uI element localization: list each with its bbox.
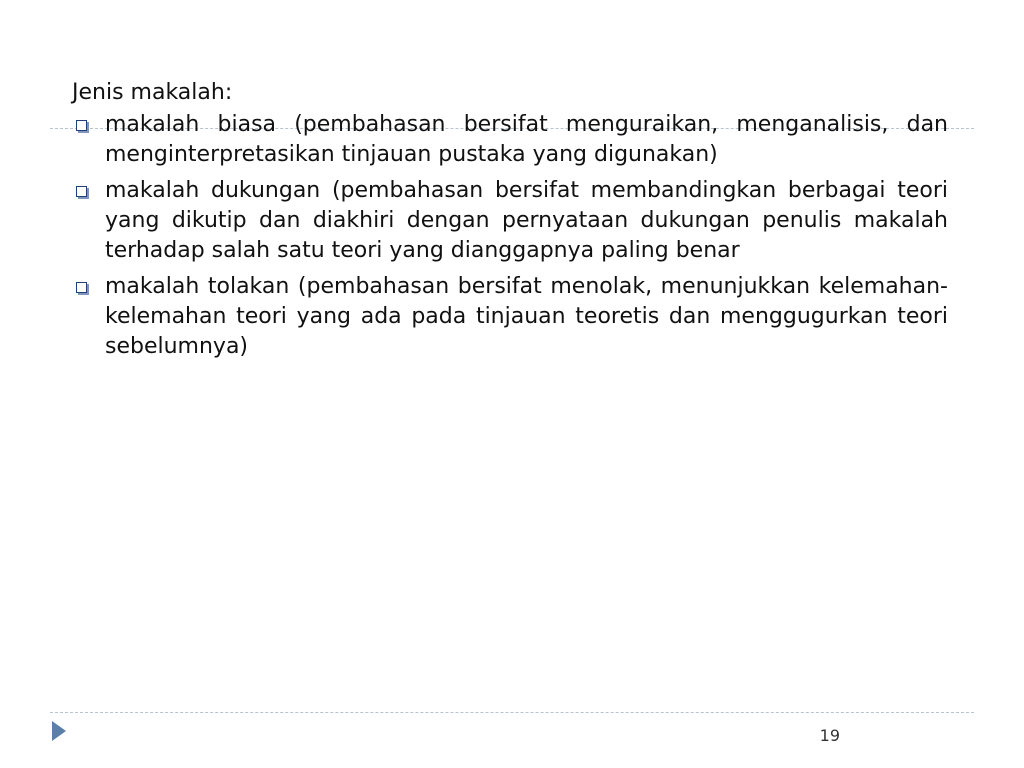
bullet-text: makalah biasa (pembahasan bersifat menguraikan, menganalisis, dan menginterpretasikan tinjauan pustaka yang digunakan) bbox=[105, 112, 948, 167]
slide-content bbox=[72, 78, 948, 368]
page-number: 19 bbox=[819, 726, 840, 745]
hollow-square-bullet-icon bbox=[76, 120, 87, 131]
bullet-list bbox=[72, 110, 948, 362]
slide-heading: Jenis makalah: bbox=[72, 80, 233, 105]
bullet-text: makalah dukungan (pembahasan bersifat membandingkan berbagai teori yang dikutip dan diakhiri dengan pernyataan dukungan penulis makalah terhadap salah satu teori yang dianggapnya paling benar bbox=[105, 178, 948, 263]
bullet-text: makalah tolakan (pembahasan bersifat menolak, menunjukkan kelemahan-kelemahan teori yang ada pada tinjauan teoretis dan menggugurkan teori sebelumnya) bbox=[105, 274, 948, 359]
hollow-square-bullet-icon bbox=[76, 186, 87, 197]
bullet-item bbox=[72, 110, 948, 170]
bullet-item bbox=[72, 272, 948, 362]
bullet-item bbox=[72, 176, 948, 266]
bottom-divider bbox=[50, 712, 974, 713]
hollow-square-bullet-icon bbox=[76, 282, 87, 293]
triangle-right-icon[interactable] bbox=[52, 721, 66, 741]
